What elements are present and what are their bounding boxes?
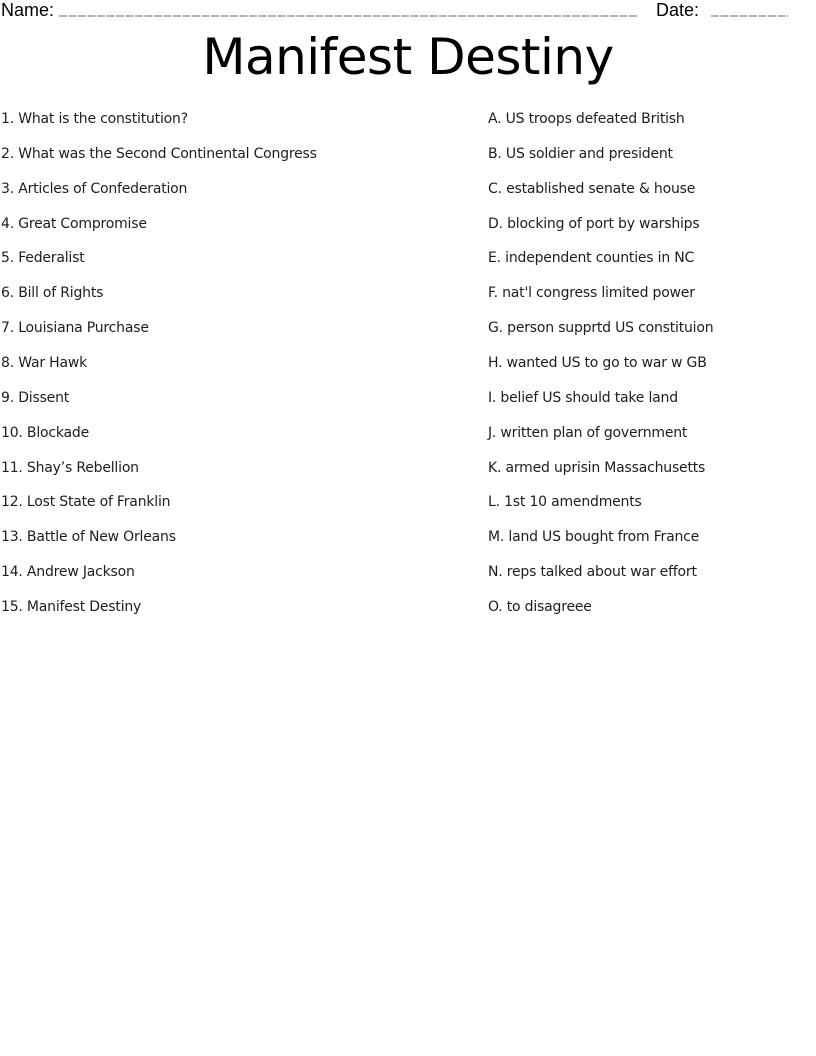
question-item: 10. Blockade bbox=[1, 424, 90, 441]
answer-item: O. to disagreee bbox=[488, 599, 592, 616]
question-item: 7. Louisiana Purchase bbox=[1, 320, 149, 337]
question-item: 1. What is the constitution? bbox=[1, 111, 188, 127]
question-list bbox=[1, 111, 481, 634]
question-item: 6. Bill of Rights bbox=[1, 285, 104, 302]
question-item: 2. What was the Second Continental Congress bbox=[1, 145, 317, 162]
question-item: 11. Shay’s Rebellion bbox=[1, 459, 139, 476]
question-item: 3. Articles of Confederation bbox=[1, 180, 188, 197]
answer-item: N. reps talked about war effort bbox=[488, 564, 697, 581]
answer-list bbox=[488, 111, 816, 634]
answer-item: L. 1st 10 amendments bbox=[488, 494, 642, 511]
answer-item: I. belief US should take land bbox=[488, 389, 678, 406]
answer-item: H. wanted US to go to war w GB bbox=[488, 355, 707, 372]
question-item: 4. Great Compromise bbox=[1, 215, 147, 232]
answer-item: C. established senate & house bbox=[488, 180, 696, 197]
question-item: 13. Battle of New Orleans bbox=[1, 529, 176, 546]
question-item: 5. Federalist bbox=[1, 250, 85, 267]
page-title: Manifest Destiny bbox=[202, 28, 614, 86]
answer-item: D. blocking of port by warships bbox=[488, 215, 700, 232]
answer-item: B. US soldier and president bbox=[488, 145, 673, 162]
question-item: 12. Lost State of Franklin bbox=[1, 494, 171, 511]
question-item: 9. Dissent bbox=[1, 389, 70, 406]
answer-item: G. person supprtd US constituion bbox=[488, 320, 714, 337]
date-blank-line bbox=[711, 15, 788, 17]
question-item: 14. Andrew Jackson bbox=[1, 564, 135, 581]
answer-item: F. nat'l congress limited power bbox=[488, 285, 695, 302]
answer-item: J. written plan of government bbox=[488, 424, 688, 441]
answer-item: E. independent counties in NC bbox=[488, 250, 695, 267]
name-blank-line bbox=[59, 15, 638, 17]
answer-item: K. armed uprisin Massachusetts bbox=[488, 459, 706, 476]
answer-item: M. land US bought from France bbox=[488, 529, 700, 546]
question-item: 15. Manifest Destiny bbox=[1, 599, 142, 616]
name-label: Name: bbox=[1, 0, 55, 20]
date-label: Date: bbox=[656, 0, 700, 20]
answer-item: A. US troops defeated British bbox=[488, 111, 685, 127]
question-item: 8. War Hawk bbox=[1, 355, 88, 372]
